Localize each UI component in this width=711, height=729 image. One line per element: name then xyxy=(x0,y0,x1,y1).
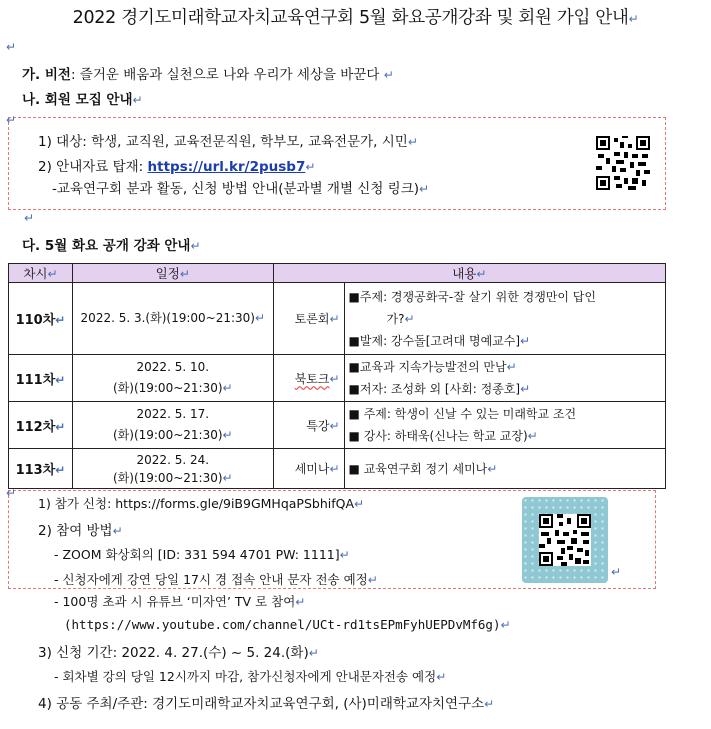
row-content xyxy=(344,449,665,489)
apply-item-deadline xyxy=(54,667,446,685)
return-mark-icon: ↵ xyxy=(222,381,233,395)
return-mark-icon: ↵ xyxy=(254,311,266,325)
qr-code-graphic xyxy=(596,136,650,190)
apply-item-signup xyxy=(38,494,364,512)
recruit-item-material xyxy=(38,155,315,175)
row-content xyxy=(344,355,665,402)
return-mark-icon: ↵ xyxy=(132,93,143,107)
row-order xyxy=(9,402,73,449)
row-date-line xyxy=(73,378,273,399)
header-order-text: 차시 xyxy=(23,266,48,281)
return-mark-icon: ↵ xyxy=(47,267,58,281)
row-type xyxy=(273,283,344,355)
qr-code-icon[interactable] xyxy=(596,136,650,190)
return-mark-icon: ↵ xyxy=(179,267,190,281)
apply-signup-text[interactable]: 1) 참가 신청: https://forms.gle/9iB9GMHqaPSbhifQA xyxy=(38,496,355,511)
return-mark-icon: ↵ xyxy=(55,463,66,477)
return-mark-icon: ↵ xyxy=(628,12,639,26)
row-date xyxy=(72,402,273,449)
header-content xyxy=(273,264,665,283)
row-content-line-text: ■ 강사: 하태욱(신나는 학교 교장) xyxy=(348,429,528,443)
recruit-material-link[interactable]: https://url.kr/2pusb7 xyxy=(147,159,306,175)
return-mark-icon: ↵ xyxy=(476,267,487,281)
apply-youtube-text: - 100명 초과 시 유튜브 ‘미자연’ TV 로 참여 xyxy=(54,594,296,609)
row-type xyxy=(273,355,344,402)
return-mark-icon: ↵ xyxy=(383,68,394,82)
return-mark-icon: ↵ xyxy=(305,160,316,174)
return-mark-icon: ↵ xyxy=(55,372,66,387)
return-mark-icon: ↵ xyxy=(520,333,531,348)
apply-item-notice xyxy=(54,570,378,588)
row-date-line xyxy=(73,469,273,487)
row-order-text: 113차 xyxy=(15,463,56,478)
row-order-text: 112차 xyxy=(15,419,56,435)
apply-item-zoom xyxy=(54,545,350,563)
row-content-line xyxy=(349,286,665,308)
return-mark-icon: ↵ xyxy=(329,371,340,386)
row-order-text: 110차 xyxy=(15,313,56,328)
return-mark-icon: ↵ xyxy=(484,697,495,711)
row-date-line: 2022. 5. 10. xyxy=(136,360,210,374)
apply-item-youtube xyxy=(54,592,305,610)
table-header-row xyxy=(9,264,666,283)
return-mark-icon: ↵ xyxy=(55,313,66,327)
return-mark-icon: ↵ xyxy=(520,382,531,396)
return-mark-icon: ↵ xyxy=(329,418,340,433)
return-mark-icon: ↵ xyxy=(419,182,430,196)
return-mark-icon: ↵ xyxy=(6,486,17,500)
qr-code-icon[interactable] xyxy=(522,497,608,583)
recruit-heading xyxy=(22,88,143,108)
row-content xyxy=(344,402,665,449)
row-type xyxy=(273,449,344,489)
row-date xyxy=(72,355,273,402)
row-date-line-text: (화)(19:00~21:30) xyxy=(112,428,223,442)
apply-item-period xyxy=(38,641,319,661)
lecture-schedule-table xyxy=(8,263,666,489)
row-content-line xyxy=(349,378,665,400)
row-order-text: 111차 xyxy=(15,372,56,388)
recruit-material-label: 2) 안내자료 탑재: xyxy=(38,159,148,175)
return-mark-icon: ↵ xyxy=(329,462,340,476)
row-content-line-text: ■주제: 경쟁공화국-잘 살기 위한 경쟁만이 답인 xyxy=(348,289,596,304)
title-text: 2022 경기도미래학교자치교육연구회 5월 화요공개강좌 및 회원 가입 안내 xyxy=(72,8,629,28)
row-date-line: 2022. 5. 24. xyxy=(136,452,210,467)
row-content-line xyxy=(349,308,665,330)
row-content-line xyxy=(349,356,665,378)
recruit-item-target xyxy=(38,130,418,150)
recruit-material-sub-text: -교육연구회 분과 활동, 신청 방법 안내(분과별 개별 신청 링크) xyxy=(52,181,420,197)
row-content-line-text: 가? xyxy=(386,311,405,326)
return-mark-icon: ↵ xyxy=(527,429,538,443)
header-date xyxy=(72,264,273,283)
row-content-line xyxy=(349,330,665,352)
header-order xyxy=(9,264,73,283)
return-mark-icon: ↵ xyxy=(308,646,319,660)
apply-item-youtube-url xyxy=(64,617,511,632)
return-mark-icon: ↵ xyxy=(404,311,415,326)
return-mark-icon: ↵ xyxy=(339,548,350,562)
return-mark-icon: ↵ xyxy=(500,618,511,632)
table-row xyxy=(9,283,666,355)
row-date-line xyxy=(73,425,273,446)
return-mark-icon: ↵ xyxy=(487,461,498,476)
return-mark-icon: ↵ xyxy=(190,239,201,253)
row-content-line xyxy=(349,425,665,447)
return-mark-icon: ↵ xyxy=(436,670,447,684)
row-type-text: 북토크 xyxy=(294,371,330,386)
row-date xyxy=(72,449,273,489)
row-content xyxy=(344,283,665,355)
row-type xyxy=(273,402,344,449)
vision-text: : 즐거운 배움과 실천으로 나와 우리가 세상을 바꾼다 xyxy=(70,67,380,83)
return-mark-icon: ↵ xyxy=(6,113,17,127)
apply-item-host xyxy=(38,692,494,712)
return-mark-icon: ↵ xyxy=(506,360,517,374)
header-content-text: 내용 xyxy=(452,266,477,281)
qr-code-graphic xyxy=(539,514,591,566)
table-row xyxy=(9,355,666,402)
row-type-text: 세미나 xyxy=(294,462,330,476)
row-content-line xyxy=(349,458,665,480)
return-mark-icon: ↵ xyxy=(611,565,622,579)
row-order xyxy=(9,355,73,402)
row-date-text: 2022. 5. 3.(화)(19:00~21:30) xyxy=(80,311,255,325)
return-mark-icon: ↵ xyxy=(222,428,233,442)
row-content-line xyxy=(349,403,665,425)
row-content-line-text: ■발제: 강수돌[고려대 명예교수] xyxy=(348,333,521,348)
return-mark-icon: ↵ xyxy=(407,135,418,149)
row-date-line-text: (화)(19:00~21:30) xyxy=(112,381,223,395)
row-type-text: 토론회 xyxy=(294,312,330,326)
recruit-item-material-sub xyxy=(52,177,429,197)
lecture-heading xyxy=(22,234,201,254)
apply-deadline-text: - 회차별 강의 당일 12시까지 마감, 참가신청자에게 안내문자전송 예정 xyxy=(54,669,437,684)
return-mark-icon: ↵ xyxy=(24,211,35,225)
apply-notice-text: - 신청자에게 강연 당일 17시 경 접속 안내 문자 전송 예정 xyxy=(54,572,368,587)
return-mark-icon: ↵ xyxy=(222,470,233,485)
apply-youtube-url-text[interactable]: (https://www.youtube.com/channel/UCt-rd1tsEPmFyhUEPDvMf6g) xyxy=(64,617,501,632)
row-content-line-text: ■저자: 조성화 외 [사회: 정종호] xyxy=(348,382,521,396)
return-mark-icon: ↵ xyxy=(354,497,365,511)
row-content-line-text: ■교육과 지속가능발전의 만남 xyxy=(348,360,507,374)
recruit-heading-text: 나. 회원 모집 안내 xyxy=(22,92,133,108)
apply-item-method xyxy=(38,519,123,539)
vision-line xyxy=(22,63,394,83)
apply-zoom-text: - ZOOM 화상회의 [ID: 331 594 4701 PW: 1111] xyxy=(54,547,340,562)
return-mark-icon: ↵ xyxy=(367,573,378,587)
row-content-line-text: ■ 주제: 학생이 신날 수 있는 미래학교 조건 xyxy=(348,407,577,421)
table-row xyxy=(9,402,666,449)
return-mark-icon: ↵ xyxy=(112,524,123,538)
return-mark-icon: ↵ xyxy=(329,312,340,326)
header-date-text: 일정 xyxy=(155,266,180,281)
apply-method-text: 2) 참여 방법 xyxy=(38,523,113,539)
apply-period-text: 3) 신청 기간: 2022. 4. 27.(수) ~ 5. 24.(화) xyxy=(38,645,309,661)
apply-host-text: 4) 공동 주최/주관: 경기도미래학교자치교육연구회, (사)미래학교자치연구소 xyxy=(38,696,485,712)
row-type-text: 특강 xyxy=(306,418,330,433)
row-date-line: 2022. 5. 17. xyxy=(136,407,210,421)
return-mark-icon: ↵ xyxy=(295,595,306,609)
row-order xyxy=(9,449,73,489)
row-date-line-text: (화)(19:00~21:30) xyxy=(112,470,223,485)
vision-label: 가. 비전 xyxy=(22,67,71,83)
table-row xyxy=(9,449,666,489)
document-title xyxy=(0,4,711,29)
row-date xyxy=(72,283,273,355)
recruit-item-target-text: 1) 대상: 학생, 교직원, 교육전문직원, 학부모, 교육전문가, 시민 xyxy=(38,134,408,150)
lecture-heading-text: 다. 5월 화요 공개 강좌 안내 xyxy=(22,238,191,254)
return-mark-icon: ↵ xyxy=(55,419,66,434)
row-order xyxy=(9,283,73,355)
return-mark-icon: ↵ xyxy=(6,40,17,54)
row-content-line-text: ■ 교육연구회 정기 세미나 xyxy=(348,461,488,476)
